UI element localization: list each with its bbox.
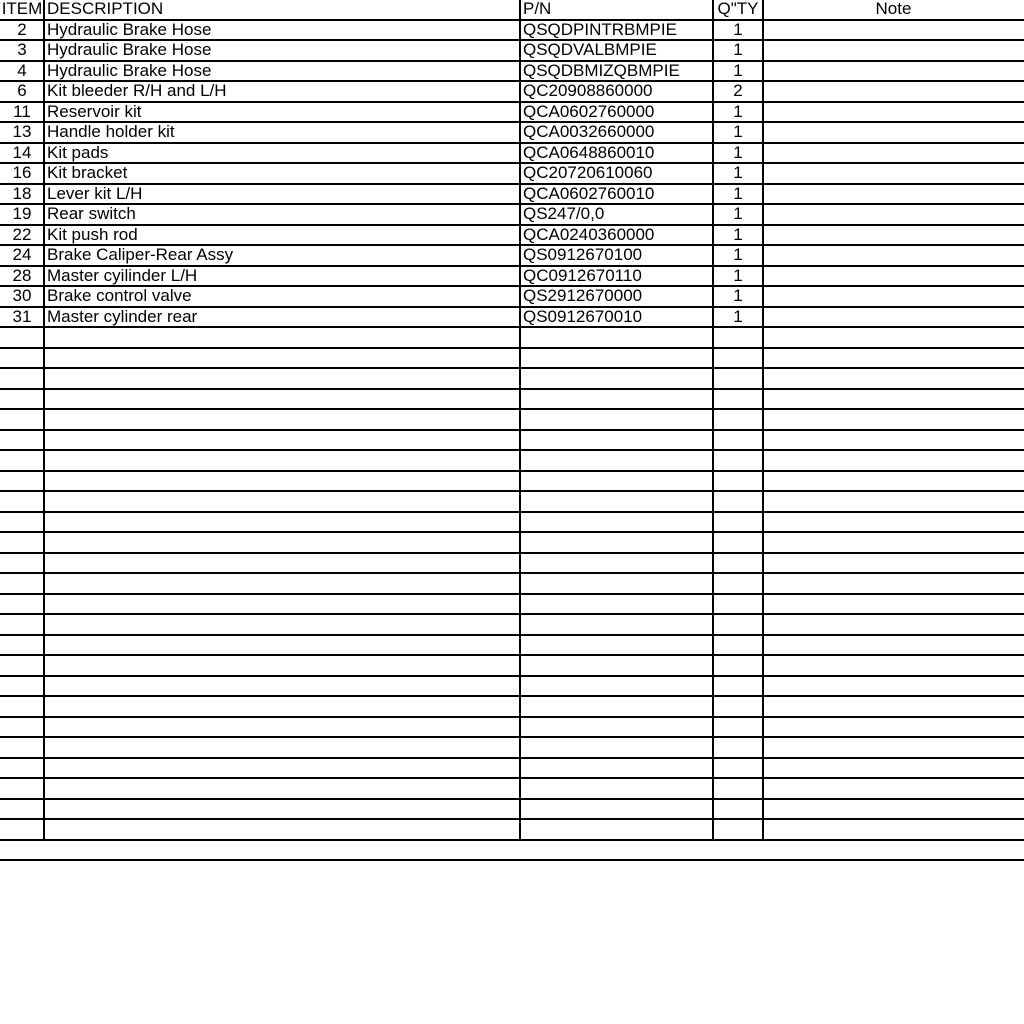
cell-note (763, 164, 1024, 183)
empty-row (0, 820, 1024, 841)
table-row (0, 226, 1024, 247)
cell-item: 4 (17, 61, 27, 80)
cell-qty: 1 (733, 287, 743, 305)
cell-note (763, 62, 1024, 81)
cell-item: 13 (12, 123, 32, 141)
cell-item: 2 (17, 20, 27, 39)
column-divider (712, 0, 714, 841)
cell-pn: QCA0602760000 (523, 102, 655, 121)
cell-pn: QC20720610060 (523, 164, 653, 182)
header-description: DESCRIPTION (47, 0, 164, 18)
cell-note (763, 21, 1024, 40)
header-item: ITEM (1, 0, 43, 18)
cell-note (763, 185, 1024, 204)
cell-qty: 1 (733, 205, 743, 223)
cell-description: Hydraulic Brake Hose (47, 61, 212, 80)
cell-pn: QCA0602760010 (523, 184, 655, 203)
cell-pn: QS0912670010 (523, 307, 643, 326)
table-row (0, 82, 1024, 103)
cell-note (763, 205, 1024, 224)
empty-row (0, 451, 1024, 472)
cell-qty: 1 (733, 164, 743, 182)
cell-description: Kit pads (47, 143, 109, 162)
column-divider (43, 0, 45, 841)
cell-description: Kit bleeder R/H and L/H (47, 82, 227, 100)
cell-item: 6 (17, 82, 27, 100)
cell-note (763, 103, 1024, 122)
cell-pn: QSQDPINTRBMPIE (523, 20, 677, 39)
cell-item: 24 (12, 246, 32, 264)
cell-description: Brake control valve (47, 287, 192, 305)
cell-pn: QSQDVALBMPIE (523, 41, 657, 59)
cell-item: 3 (17, 41, 27, 59)
cell-qty: 1 (733, 41, 743, 59)
cell-item: 30 (12, 287, 32, 305)
cell-note (763, 123, 1024, 142)
cell-qty: 1 (733, 102, 743, 121)
table-row (0, 123, 1024, 144)
cell-note (763, 41, 1024, 60)
table-row (0, 246, 1024, 267)
cell-note (763, 287, 1024, 306)
empty-row (0, 677, 1024, 698)
cell-pn: QS0912670100 (523, 246, 643, 264)
empty-row (0, 574, 1024, 595)
cell-description: Master cylinder rear (47, 307, 198, 326)
cell-note (763, 226, 1024, 245)
empty-row (0, 738, 1024, 759)
cell-qty: 2 (733, 82, 743, 100)
cell-pn: QCA0648860010 (523, 143, 655, 162)
empty-row (0, 410, 1024, 431)
empty-row (0, 513, 1024, 534)
cell-note (763, 267, 1024, 286)
empty-row (0, 759, 1024, 780)
cell-item: 28 (12, 266, 32, 285)
empty-row (0, 697, 1024, 718)
cell-item: 22 (12, 225, 32, 244)
header-pn: P/N (523, 0, 552, 18)
cell-pn: QCA0032660000 (523, 123, 655, 141)
column-divider (519, 0, 521, 841)
table-row (0, 205, 1024, 226)
cell-pn: QC0912670110 (523, 266, 642, 285)
empty-row (0, 656, 1024, 677)
empty-row (0, 472, 1024, 493)
cell-qty: 1 (733, 123, 743, 141)
table-row (0, 185, 1024, 206)
cell-note (763, 144, 1024, 163)
cell-pn: QS2912670000 (523, 287, 643, 305)
table-row (0, 287, 1024, 308)
table-row (0, 103, 1024, 124)
cell-qty: 1 (733, 184, 743, 203)
cell-item: 19 (12, 205, 32, 223)
cell-qty: 1 (733, 61, 743, 80)
empty-row (0, 554, 1024, 575)
cell-item: 14 (12, 143, 32, 162)
empty-row (0, 533, 1024, 554)
cell-description: Hydraulic Brake Hose (47, 41, 212, 59)
cell-pn: QC20908860000 (523, 82, 653, 100)
empty-row (0, 636, 1024, 657)
cell-qty: 1 (733, 307, 743, 326)
empty-row (0, 431, 1024, 452)
table-row (0, 164, 1024, 185)
empty-row (0, 390, 1024, 411)
cell-qty: 1 (733, 20, 743, 39)
cell-qty: 1 (733, 225, 743, 244)
cell-item: 31 (12, 307, 32, 326)
table-row (0, 21, 1024, 42)
cell-note (763, 82, 1024, 101)
empty-row (0, 595, 1024, 616)
empty-row (0, 349, 1024, 370)
column-divider (762, 0, 764, 841)
table-row (0, 144, 1024, 165)
cell-description: Handle holder kit (47, 123, 175, 141)
empty-row (0, 328, 1024, 349)
table-row (0, 308, 1024, 329)
table-row (0, 62, 1024, 83)
cell-description: Lever kit L/H (47, 184, 143, 203)
empty-row (0, 492, 1024, 513)
cell-qty: 1 (733, 246, 743, 264)
cell-item: 18 (12, 184, 32, 203)
cell-note (763, 246, 1024, 265)
cell-description: Kit push rod (47, 225, 138, 244)
cell-description: Rear switch (47, 205, 136, 223)
cell-description: Brake Caliper-Rear Assy (47, 246, 234, 264)
cell-qty: 1 (733, 143, 743, 162)
cell-description: Master cyilinder L/H (47, 266, 198, 285)
empty-row (0, 615, 1024, 636)
header-row (0, 0, 1024, 21)
cell-description: Hydraulic Brake Hose (47, 20, 212, 39)
empty-row (0, 718, 1024, 739)
cell-pn: QSQDBMIZQBMPIE (523, 61, 680, 80)
cell-qty: 1 (733, 266, 743, 285)
cell-pn: QCA0240360000 (523, 225, 655, 244)
cell-item: 16 (12, 164, 32, 182)
empty-row (0, 369, 1024, 390)
table-row (0, 41, 1024, 62)
cell-description: Reservoir kit (47, 102, 142, 121)
cell-note (763, 308, 1024, 327)
empty-row (0, 800, 1024, 821)
table-row (0, 267, 1024, 288)
empty-row (0, 779, 1024, 800)
header-qty: Q"TY (717, 0, 759, 18)
header-note: Note (875, 0, 912, 18)
table-bottom-rule (0, 859, 1024, 861)
cell-item: 11 (13, 102, 31, 121)
cell-description: Kit bracket (47, 164, 128, 182)
cell-pn: QS247/0,0 (523, 205, 605, 223)
